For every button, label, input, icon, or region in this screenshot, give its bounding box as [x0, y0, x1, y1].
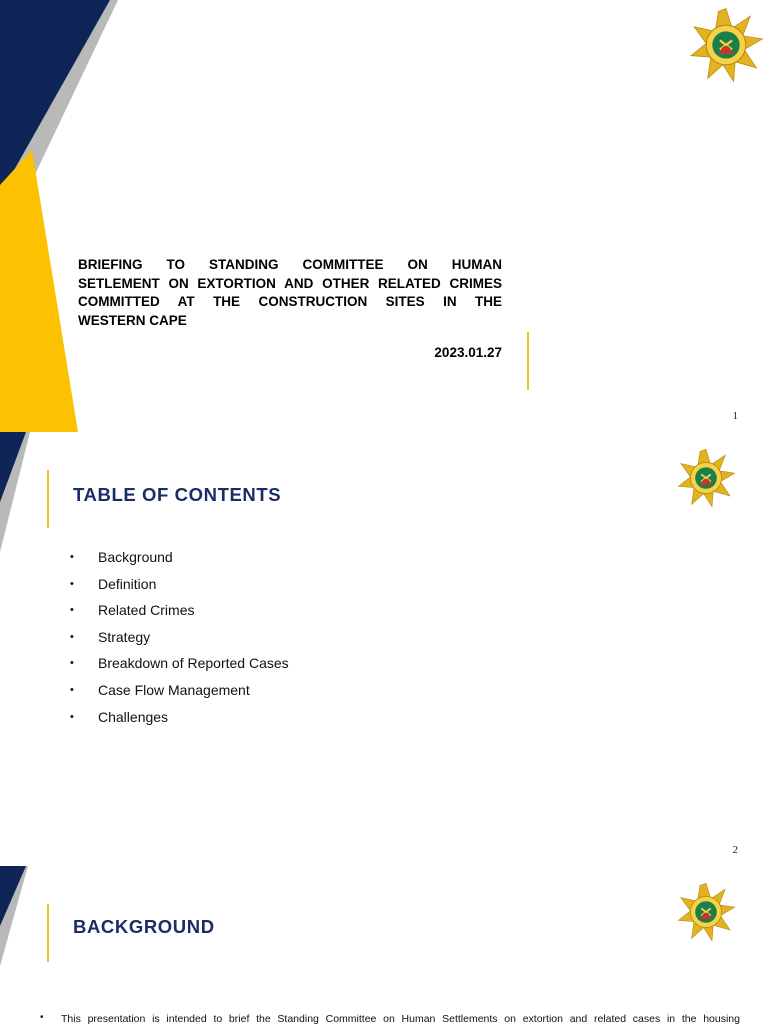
title-line-4: WESTERN CAPE — [78, 312, 187, 328]
accent-line — [47, 904, 49, 962]
section-heading: TABLE OF CONTENTS — [73, 484, 282, 505]
list-item — [70, 629, 289, 656]
list-item — [70, 602, 289, 629]
paragraph-text: This presentation is intended to brief the Standing Committee on Human Settlements on extortion and related cases in the housing — [61, 1013, 740, 1024]
toc-list — [70, 549, 289, 735]
toc-item-label: Case Flow Management — [98, 681, 250, 698]
corner-decoration — [0, 432, 40, 562]
title-line-3: COMMITTED AT THE CONSTRUCTION SITES IN THE — [78, 294, 502, 309]
bullet: • — [70, 710, 74, 723]
toc-item-label: Breakdown of Reported Cases — [98, 655, 289, 672]
corner-decoration — [0, 866, 40, 976]
background-paragraph — [40, 1012, 740, 1024]
toc-item-label: Related Crimes — [98, 602, 195, 619]
bullet: • — [70, 683, 74, 696]
toc-item-label: Definition — [98, 575, 157, 592]
bullet: • — [70, 630, 74, 643]
page-number: 1 — [732, 410, 738, 422]
list-item — [70, 549, 289, 576]
bullet: • — [70, 551, 74, 563]
title-line-1: BRIEFING TO STANDING COMMITTEE ON HUMAN — [78, 257, 502, 272]
list-item — [70, 576, 289, 603]
title-line-2: SETLEMENT ON EXTORTION AND OTHER RELATED CRIMES — [78, 275, 502, 291]
police-star-badge-icon — [676, 448, 736, 508]
bullet: • — [70, 657, 74, 670]
toc-item-label: Challenges — [98, 708, 169, 725]
page-number: 2 — [732, 844, 738, 856]
table-of-contents-slide — [0, 432, 768, 866]
corner-decoration — [0, 0, 140, 432]
list-item — [70, 655, 289, 682]
list-item — [70, 682, 289, 709]
police-star-badge-icon — [688, 7, 764, 83]
police-star-badge-icon — [676, 882, 736, 942]
bullet: • — [40, 1012, 44, 1023]
title-slide — [0, 0, 768, 432]
accent-line — [527, 332, 529, 390]
accent-line — [47, 470, 49, 528]
toc-item-label: Background — [98, 549, 173, 565]
bullet: • — [70, 577, 74, 590]
background-slide — [0, 866, 768, 1024]
list-item — [70, 709, 289, 736]
section-heading: BACKGROUND — [73, 916, 215, 937]
presentation-title — [78, 256, 502, 330]
toc-item-label: Strategy — [98, 628, 151, 645]
presentation-date: 2023.01.27 — [434, 345, 502, 360]
bullet: • — [70, 604, 74, 617]
